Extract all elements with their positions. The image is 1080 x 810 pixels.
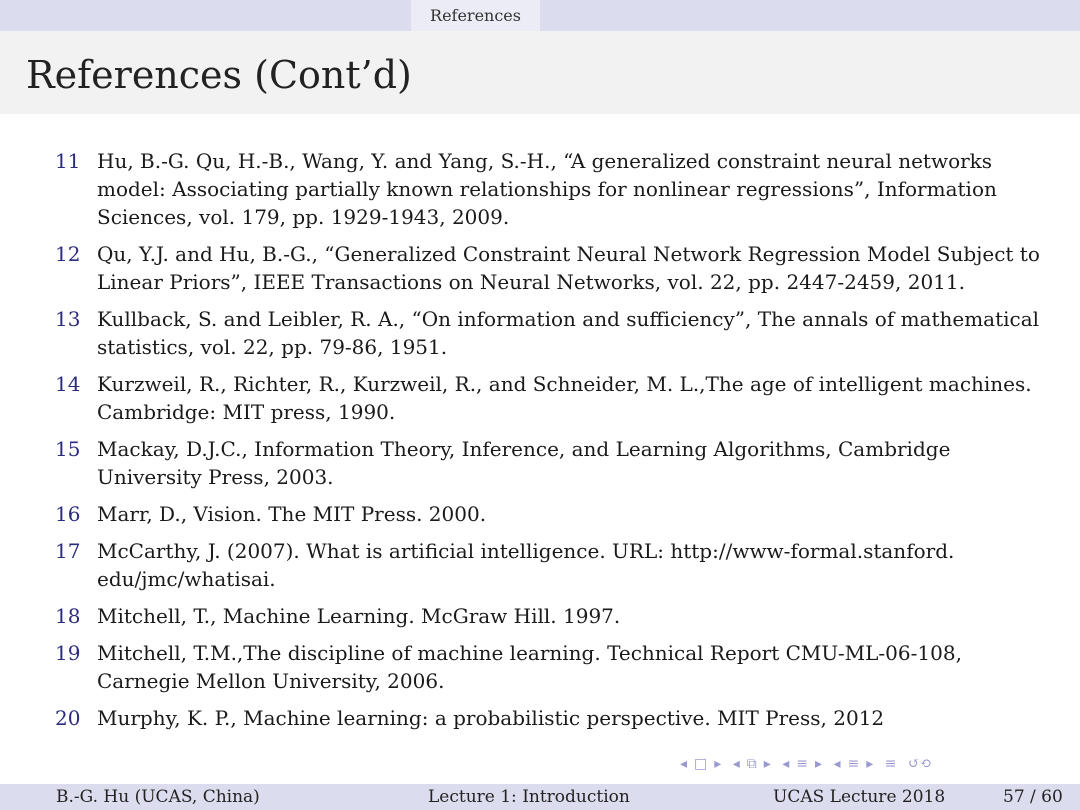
reference-text: McCarthy, J. (2007). What is artificial intelligence. URL: http://www-formal.stanford. edu/jmc/whatisai. [97,539,955,591]
slide-title-bar [0,31,1080,114]
reference-text: Mackay, D.J.C., Information Theory, Inference, and Learning Algorithms, Cambridge University Press, 2003. [97,437,951,489]
prev-toc-icon[interactable]: ◂ [833,756,841,772]
reference-item [0,240,1080,296]
slide-title: References (Cont’d) [26,53,412,97]
next-section-icon[interactable]: ▸ [815,756,823,772]
reference-item [0,500,1080,528]
reference-text: Kurzweil, R., Richter, R., Kurzweil, R., and Schneider, M. L.,The age of intelligent machines. Cambridge: MIT press, 1990. [97,372,1032,424]
next-frame-icon[interactable]: ▸ [714,756,722,772]
reference-text: Hu, B.-G. Qu, H.-B., Wang, Y. and Yang, S.-H., “A generalized constraint neural networks model: Associating partially known relationships for nonlinear regressions”, Information Sciences, vol. 179, pp. 1929-1943, 2009. [97,149,997,229]
reference-item [0,602,1080,630]
reference-item [0,537,1080,593]
reference-item [0,147,1080,231]
footer-lecture-title: Lecture 1: Introduction [428,787,630,807]
search-icon[interactable]: ↺⟲ [907,756,932,772]
reference-number: 14 [55,372,81,396]
toc-icon[interactable]: ≡ [847,756,860,772]
reference-text: Murphy, K. P., Machine learning: a probabilistic perspective. MIT Press, 2012 [97,706,885,730]
prev-section-icon[interactable]: ◂ [782,756,790,772]
reference-text: Marr, D., Vision. The MIT Press. 2000. [97,502,487,526]
reference-text: Kullback, S. and Leibler, R. A., “On information and sufficiency”, The annals of mathematical statistics, vol. 22, pp. 79-86, 1951. [97,307,1040,359]
reference-number: 12 [55,242,81,266]
reference-number: 20 [55,706,81,730]
prev-subsection-icon[interactable]: ◂ [732,756,740,772]
reference-text: Qu, Y.J. and Hu, B.-G., “Generalized Constraint Neural Network Regression Model Subject to Linear Priors”, IEEE Transactions on Neural Networks, vol. 22, pp. 2447-2459, 2011. [97,242,1040,294]
reference-item [0,435,1080,491]
reference-number: 17 [55,539,81,563]
reference-item [0,704,1080,732]
subsection-icon[interactable]: ⧉ [746,756,757,772]
reference-text: Mitchell, T., Machine Learning. McGraw Hill. 1997. [97,604,621,628]
reference-number: 15 [55,437,81,461]
reference-number: 19 [55,641,81,665]
reference-number: 13 [55,307,81,331]
footer-author: B.-G. Hu (UCAS, China) [56,787,260,807]
reference-item [0,639,1080,695]
reference-item [0,370,1080,426]
reference-text: Mitchell, T.M.,The discipline of machine learning. Technical Report CMU-ML-06-108, Carnegie Mellon University, 2006. [97,641,962,693]
section-tab-references[interactable]: References [411,0,540,31]
outline-icon[interactable]: ≡ [884,756,897,772]
reference-number: 18 [55,604,81,628]
reference-number: 11 [55,149,81,173]
next-subsection-icon[interactable]: ▸ [763,756,771,772]
section-icon[interactable]: ≡ [796,756,809,772]
top-navigation-bar [0,0,1080,31]
footer-bar [0,784,1080,810]
footer-page-number: 57 / 60 [1003,787,1063,807]
reference-list [0,147,1080,741]
frame-icon[interactable]: □ [694,756,708,772]
footer-event: UCAS Lecture 2018 [773,787,946,807]
prev-frame-icon[interactable]: ◂ [680,756,688,772]
beamer-navigation-controls [680,756,1075,780]
reference-item [0,305,1080,361]
next-toc-icon[interactable]: ▸ [866,756,874,772]
reference-number: 16 [55,502,81,526]
